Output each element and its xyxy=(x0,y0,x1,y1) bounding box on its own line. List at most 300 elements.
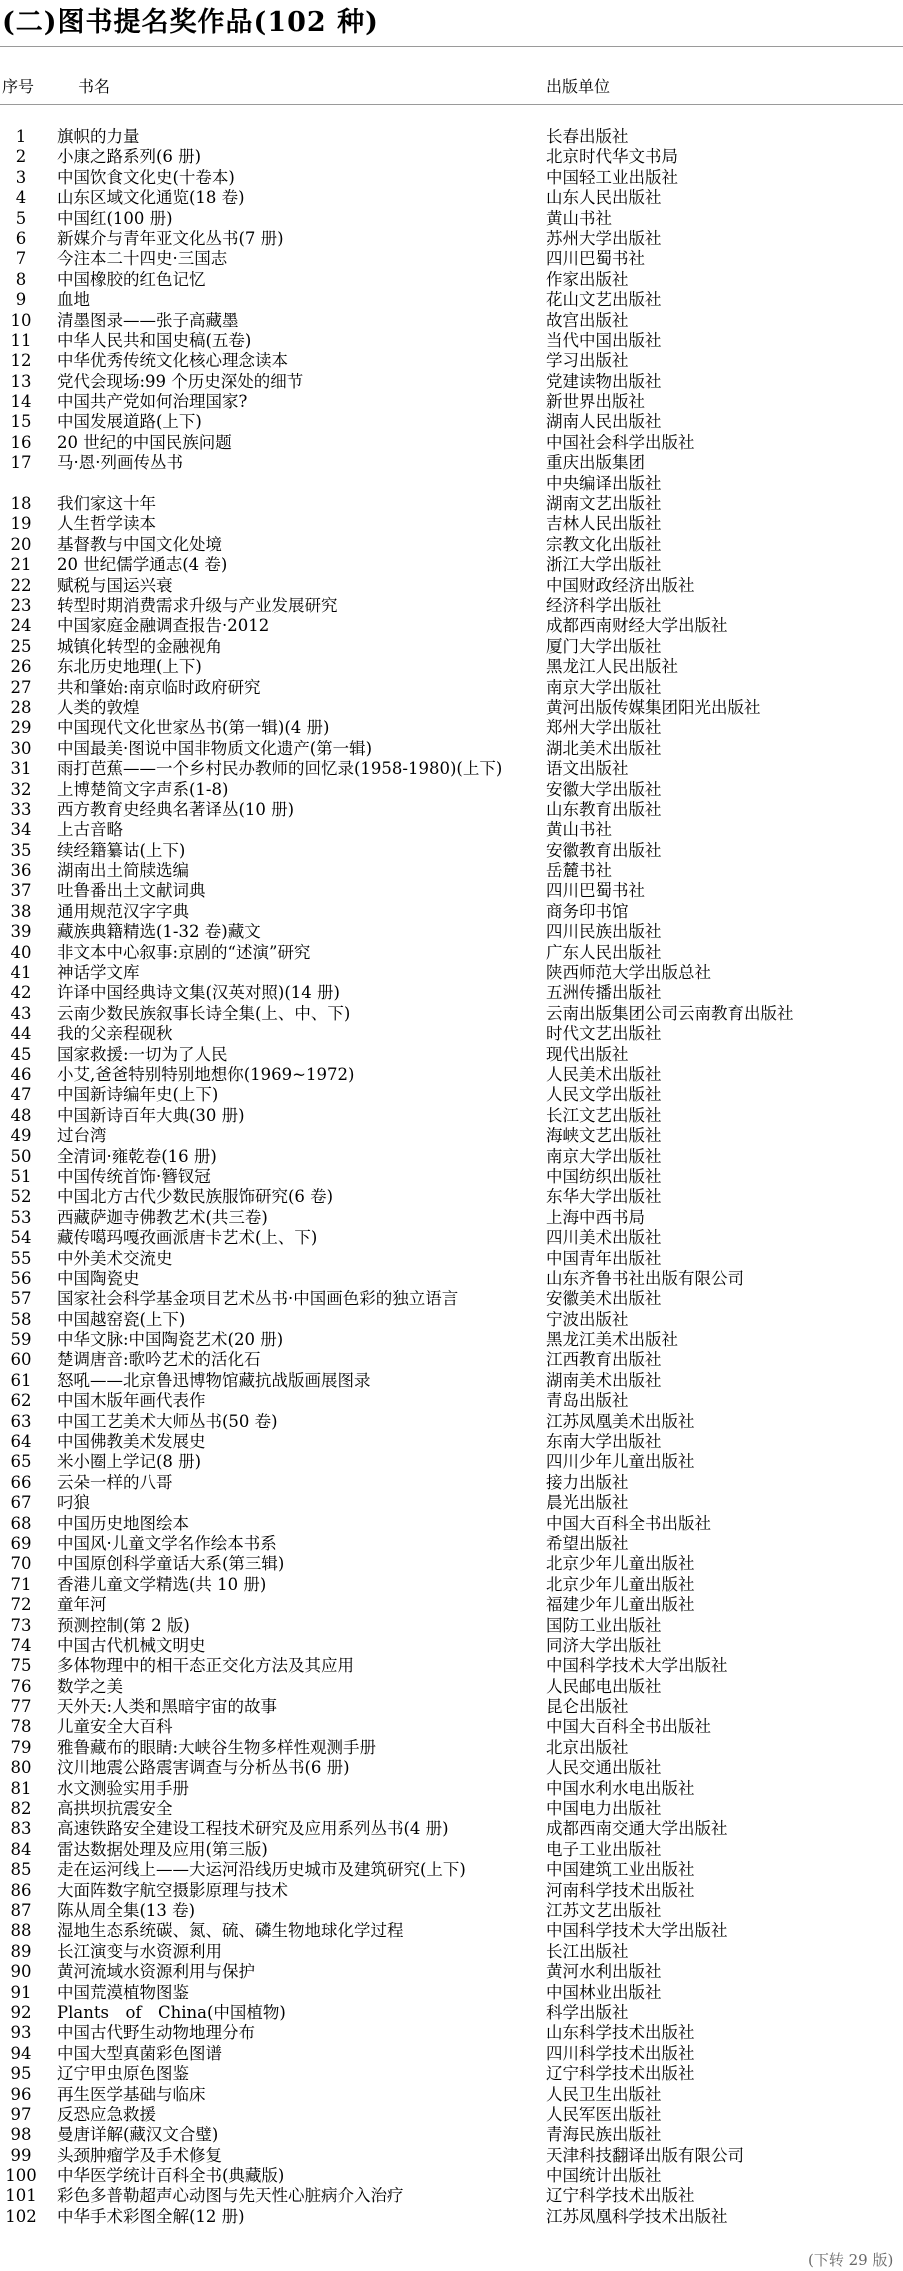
publisher-line: 电子工业出版社 xyxy=(546,1839,662,1859)
publisher-line: 东华大学出版社 xyxy=(546,1187,662,1207)
publisher xyxy=(546,780,836,800)
book-title: 长江演变与水资源利用 xyxy=(57,1941,222,1961)
book-title: 城镇化转型的金融视角 xyxy=(57,636,222,656)
row-number: 23 xyxy=(10,596,32,615)
book-title: 中国古代机械文明史 xyxy=(57,1635,206,1655)
book-title: 中国历史地图绘本 xyxy=(57,1513,189,1533)
publisher xyxy=(546,2166,836,2186)
publisher xyxy=(546,576,836,596)
page-title: (二)图书提名奖作品(102 种) xyxy=(2,7,379,38)
table-row xyxy=(0,963,903,983)
publisher-line: 湖北美术出版社 xyxy=(546,738,662,758)
row-number: 96 xyxy=(10,2084,32,2104)
row-number: 72 xyxy=(10,1595,32,1615)
publisher-line: 成都西南交通大学出版社 xyxy=(546,1819,728,1839)
publisher xyxy=(546,392,836,412)
publisher xyxy=(546,147,836,167)
table-row xyxy=(0,535,903,555)
row-number: 73 xyxy=(10,1615,32,1635)
book-title: 许译中国经典诗文集(汉英对照)(14 册) xyxy=(57,983,340,1003)
publisher xyxy=(546,188,836,208)
book-title: 中国传统首饰·簪钗冠 xyxy=(57,1166,211,1186)
book-title: 中国家庭金融调查报告·2012 xyxy=(57,616,270,636)
publisher-line: 安徽大学出版社 xyxy=(546,779,662,799)
publisher xyxy=(546,229,836,249)
publisher-line: 四川巴蜀书社 xyxy=(546,249,645,269)
publisher-line: 江苏文艺出版社 xyxy=(546,1901,662,1920)
row-number: 11 xyxy=(10,330,32,350)
row-number: 34 xyxy=(10,820,32,840)
row-number: 101 xyxy=(5,2186,37,2206)
table-row xyxy=(0,739,903,759)
publisher-line: 中国科学技术大学出版社 xyxy=(546,1656,728,1676)
row-number: 45 xyxy=(10,1044,32,1064)
table-row xyxy=(0,1575,903,1595)
book-title: 西藏萨迦寺佛教艺术(共三卷) xyxy=(57,1207,268,1227)
publisher xyxy=(546,249,836,269)
row-number: 90 xyxy=(10,1962,32,1982)
publisher-line: 五洲传播出版社 xyxy=(546,983,662,1003)
row-number: 55 xyxy=(10,1248,32,1268)
row-number: 26 xyxy=(10,657,32,677)
table-row xyxy=(0,1717,903,1737)
publisher-line: 中央编译出版社 xyxy=(546,473,662,493)
row-number: 38 xyxy=(10,901,32,921)
table-header xyxy=(0,74,903,96)
row-number: 54 xyxy=(10,1228,32,1248)
publisher-line: 作家出版社 xyxy=(546,269,629,289)
publisher-line: 岳麓书社 xyxy=(546,861,612,881)
publisher-line: 宗教文化出版社 xyxy=(546,534,662,554)
row-number: 21 xyxy=(10,555,32,575)
row-number: 65 xyxy=(10,1452,32,1472)
publisher-line: 人民卫生出版社 xyxy=(546,2084,662,2104)
row-number: 62 xyxy=(10,1391,32,1411)
table-row xyxy=(0,820,903,840)
table-row xyxy=(0,1697,903,1717)
publisher-line: 江苏凤凰美术出版社 xyxy=(546,1411,695,1431)
row-number: 44 xyxy=(10,1024,32,1044)
table-row xyxy=(0,270,903,290)
publisher xyxy=(546,922,836,942)
publisher-line: 安徽教育出版社 xyxy=(546,840,662,860)
row-number: 40 xyxy=(10,942,32,962)
publisher-line: 长江文艺出版社 xyxy=(546,1105,662,1125)
publisher xyxy=(546,2064,836,2084)
row-number: 7 xyxy=(15,249,27,269)
publisher-line: 成都西南财经大学出版社 xyxy=(546,616,728,636)
row-number: 10 xyxy=(10,310,32,330)
table-row xyxy=(0,841,903,861)
book-title: 党代会现场:99 个历史深处的细节 xyxy=(57,371,304,391)
book-title: 上博楚简文字声系(1-8) xyxy=(57,779,229,799)
publisher-line: 浙江大学出版社 xyxy=(546,555,662,575)
table-row xyxy=(0,412,903,432)
publisher-line: 青海民族出版社 xyxy=(546,2125,662,2145)
book-title: 雷达数据处理及应用(第三版) xyxy=(57,1839,268,1859)
table-row xyxy=(0,861,903,881)
row-number: 48 xyxy=(10,1105,32,1125)
row-number: 17 xyxy=(10,453,32,473)
table-row xyxy=(0,657,903,677)
book-title: 赋税与国运兴衰 xyxy=(57,575,173,595)
publisher-line: 中国青年出版社 xyxy=(546,1248,662,1268)
book-title: 旗帜的力量 xyxy=(57,127,140,146)
table-row xyxy=(0,1779,903,1799)
row-number: 69 xyxy=(10,1533,32,1553)
publisher-line: 党建读物出版社 xyxy=(546,371,662,391)
row-number: 75 xyxy=(10,1656,32,1676)
publisher-line: 重庆出版集团 xyxy=(546,453,645,473)
publisher xyxy=(546,1432,836,1452)
row-number: 70 xyxy=(10,1554,32,1574)
book-title: 20 世纪儒学通志(4 卷) xyxy=(57,555,228,575)
publisher-line: 中国轻工业出版社 xyxy=(546,167,678,187)
publisher xyxy=(546,2105,836,2125)
book-title: 中国工艺美术大师丛书(50 卷) xyxy=(57,1411,278,1431)
publisher-line: 长江出版社 xyxy=(546,1941,629,1961)
book-title: 高拱坝抗震安全 xyxy=(57,1799,173,1819)
table-row xyxy=(0,2105,903,2125)
publisher xyxy=(546,1717,836,1737)
publisher-line: 南京大学出版社 xyxy=(546,677,662,697)
publisher-line: 安徽美术出版社 xyxy=(546,1289,662,1309)
publisher xyxy=(546,2186,836,2206)
book-title: 人生哲学读本 xyxy=(57,514,156,534)
publisher xyxy=(546,1575,836,1595)
publisher-line: 北京时代华文书局 xyxy=(546,147,678,167)
book-title: 头颈肿瘤学及手术修复 xyxy=(57,2145,222,2165)
book-title: 中国越窑瓷(上下) xyxy=(57,1309,186,1329)
table-row xyxy=(0,678,903,698)
publisher xyxy=(546,453,836,494)
publisher-line: 黑龙江美术出版社 xyxy=(546,1330,678,1350)
book-title: 山东区域文化通览(18 卷) xyxy=(57,188,245,208)
publisher-line: 中国社会科学出版社 xyxy=(546,432,695,452)
publisher xyxy=(546,168,836,188)
publisher-line: 河南科学技术出版社 xyxy=(546,1880,695,1900)
publisher xyxy=(546,1310,836,1330)
publisher-line: 故宫出版社 xyxy=(546,310,629,330)
publisher xyxy=(546,209,836,229)
publisher xyxy=(546,1881,836,1901)
book-title: 云朵一样的八哥 xyxy=(57,1472,173,1492)
table-row xyxy=(0,2085,903,2105)
row-number: 87 xyxy=(10,1901,32,1920)
row-number: 91 xyxy=(10,1982,32,2002)
book-title: 水文测验实用手册 xyxy=(57,1778,189,1798)
table-row xyxy=(0,718,903,738)
row-number: 39 xyxy=(10,922,32,942)
publisher xyxy=(546,1167,836,1187)
publisher-line: 山东人民出版社 xyxy=(546,188,662,208)
publisher xyxy=(546,1330,836,1350)
row-number: 86 xyxy=(10,1880,32,1900)
row-number: 22 xyxy=(10,575,32,595)
publisher-line: 新世界出版社 xyxy=(546,392,645,412)
publisher xyxy=(546,555,836,575)
table-row xyxy=(0,1554,903,1574)
table-row xyxy=(0,1228,903,1248)
publisher-line: 江苏凤凰科学技术出版社 xyxy=(546,2206,728,2226)
publisher-line: 时代文艺出版社 xyxy=(546,1024,662,1044)
table-row xyxy=(0,494,903,514)
table-row xyxy=(0,351,903,371)
table-row xyxy=(0,1860,903,1880)
publisher-line: 南京大学出版社 xyxy=(546,1146,662,1166)
publisher xyxy=(546,1085,836,1105)
book-title: 西方教育史经典名著译丛(10 册) xyxy=(57,799,295,819)
row-number: 76 xyxy=(10,1676,32,1696)
publisher xyxy=(546,861,836,881)
book-title: 云南少数民族叙事长诗全集(上、中、下) xyxy=(57,1003,351,1023)
book-title: 东北历史地理(上下) xyxy=(57,657,202,677)
publisher xyxy=(546,1412,836,1432)
publisher-line: 郑州大学出版社 xyxy=(546,718,662,738)
row-number: 18 xyxy=(10,494,32,514)
publisher xyxy=(546,718,836,738)
table-row xyxy=(0,433,903,453)
publisher-line: 中国纺织出版社 xyxy=(546,1166,662,1186)
publisher-line: 四川科学技术出版社 xyxy=(546,2043,695,2063)
table-row xyxy=(0,1126,903,1146)
book-title: 上古音略 xyxy=(57,820,123,840)
book-title: 天外天:人类和黑暗宇宙的故事 xyxy=(57,1697,278,1717)
publisher-line: 人民邮电出版社 xyxy=(546,1676,662,1696)
row-number: 13 xyxy=(10,371,32,391)
table-row xyxy=(0,1677,903,1697)
publisher-line: 四川少年儿童出版社 xyxy=(546,1452,695,1472)
book-title: 中国橡胶的红色记忆 xyxy=(57,269,206,289)
book-title: 通用规范汉字字典 xyxy=(57,901,189,921)
publisher-line: 黄河出版传媒集团阳光出版社 xyxy=(546,697,761,717)
book-title: 小艾,爸爸特别特别地想你(1969~1972) xyxy=(57,1064,355,1084)
book-title: 中国发展道路(上下) xyxy=(57,412,202,432)
book-title: 基督教与中国文化处境 xyxy=(57,534,222,554)
publisher-line: 国防工业出版社 xyxy=(546,1615,662,1635)
publisher-line: 黄山书社 xyxy=(546,820,612,840)
row-number: 33 xyxy=(10,799,32,819)
book-title: 中华医学统计百科全书(典藏版) xyxy=(57,2166,285,2186)
book-title: 中国红(100 册) xyxy=(57,208,173,228)
table-row xyxy=(0,1799,903,1819)
book-title: 藏族典籍精选(1-32 卷)藏文 xyxy=(57,922,261,942)
table-row xyxy=(0,1187,903,1207)
publisher-line: 同济大学出版社 xyxy=(546,1635,662,1655)
publisher xyxy=(546,2044,836,2064)
publisher xyxy=(546,1147,836,1167)
table-body xyxy=(0,127,903,2227)
table-row xyxy=(0,1085,903,1105)
book-title: 中国北方古代少数民族服饰研究(6 卷) xyxy=(57,1187,334,1207)
publisher-line: 科学出版社 xyxy=(546,2002,629,2022)
publisher-line: 中国林业出版社 xyxy=(546,1982,662,2002)
row-number: 41 xyxy=(10,963,32,983)
book-title: 国家救援:一切为了人民 xyxy=(57,1044,228,1064)
row-number: 97 xyxy=(10,2104,32,2124)
publisher-line: 长春出版社 xyxy=(546,127,629,146)
publisher xyxy=(546,514,836,534)
row-number: 50 xyxy=(10,1146,32,1166)
table-row xyxy=(0,1269,903,1289)
table-row xyxy=(0,331,903,351)
table-row xyxy=(0,1738,903,1758)
row-number: 24 xyxy=(10,616,32,636)
publisher xyxy=(546,1636,836,1656)
table-row xyxy=(0,800,903,820)
book-title: 黄河流域水资源利用与保护 xyxy=(57,1962,255,1982)
book-title: 中国最美·图说中国非物质文化遗产(第一辑) xyxy=(57,738,373,758)
publisher xyxy=(546,1208,836,1228)
book-title: 大面阵数字航空摄影原理与技术 xyxy=(57,1880,288,1900)
publisher xyxy=(546,494,836,514)
book-title: 今注本二十四史·三国志 xyxy=(57,249,228,269)
row-number: 68 xyxy=(10,1513,32,1533)
publisher-line: 山东科学技术出版社 xyxy=(546,2023,695,2043)
publisher-line: 人民文学出版社 xyxy=(546,1085,662,1105)
publisher-line: 辽宁科学技术出版社 xyxy=(546,2186,695,2206)
header-divider xyxy=(0,104,903,105)
book-title: 曼唐详解(藏汉文合璧) xyxy=(57,2125,219,2145)
book-title: 彩色多普勒超声心动图与先天性心脏病介入治疗 xyxy=(57,2186,404,2206)
publisher xyxy=(546,1819,836,1839)
publisher-line: 广东人民出版社 xyxy=(546,942,662,962)
publisher xyxy=(546,2125,836,2145)
book-title: 中国大型真菌彩色图谱 xyxy=(57,2043,222,2063)
publisher xyxy=(546,983,836,1003)
row-number: 19 xyxy=(10,514,32,534)
publisher-line: 人民交通出版社 xyxy=(546,1758,662,1778)
publisher xyxy=(546,1860,836,1880)
publisher xyxy=(546,616,836,636)
publisher xyxy=(546,2023,836,2043)
book-title: 小康之路系列(6 册) xyxy=(57,147,202,167)
publisher xyxy=(546,881,836,901)
publisher xyxy=(546,1962,836,1982)
row-number: 63 xyxy=(10,1411,32,1431)
book-title: 转型时期消费需求升级与产业发展研究 xyxy=(57,596,338,615)
publisher xyxy=(546,1045,836,1065)
row-number: 57 xyxy=(10,1289,32,1309)
table-row xyxy=(0,1901,903,1921)
book-title: 高速铁路安全建设工程技术研究及应用系列丛书(4 册) xyxy=(57,1819,449,1839)
title-divider xyxy=(0,46,903,47)
publisher-line: 中国水利水电出版社 xyxy=(546,1778,695,1798)
book-title: 中国木版年画代表作 xyxy=(57,1391,206,1411)
book-title: 走在运河线上——大运河沿线历史城市及建筑研究(上下) xyxy=(57,1860,466,1880)
book-title: 20 世纪的中国民族问题 xyxy=(57,432,232,452)
table-row xyxy=(0,1514,903,1534)
publisher xyxy=(546,1004,836,1024)
table-row xyxy=(0,2166,903,2186)
book-title: 童年河 xyxy=(57,1595,107,1615)
book-title: 辽宁甲虫原色图鉴 xyxy=(57,2064,189,2084)
row-number: 88 xyxy=(10,1921,32,1941)
publisher xyxy=(546,1473,836,1493)
publisher-line: 中国财政经济出版社 xyxy=(546,575,695,595)
publisher-line: 希望出版社 xyxy=(546,1533,629,1553)
publisher xyxy=(546,1921,836,1941)
publisher-line: 厦门大学出版社 xyxy=(546,636,662,656)
table-row xyxy=(0,1106,903,1126)
book-title: 中国古代野生动物地理分布 xyxy=(57,2023,255,2043)
table-row xyxy=(0,290,903,310)
table-row xyxy=(0,1167,903,1187)
book-title: 清墨图录——张子高藏墨 xyxy=(57,310,239,330)
publisher xyxy=(546,1249,836,1269)
table-row xyxy=(0,2003,903,2023)
book-title: 湖南出土简牍选编 xyxy=(57,861,189,881)
publisher-line: 经济科学出版社 xyxy=(546,596,662,615)
publisher xyxy=(546,1799,836,1819)
publisher xyxy=(546,1983,836,2003)
publisher xyxy=(546,657,836,677)
publisher-line: 中国统计出版社 xyxy=(546,2166,662,2186)
publisher-line: 云南出版集团公司云南教育出版社 xyxy=(546,1003,794,1023)
book-title: 中外美术交流史 xyxy=(57,1248,173,1268)
publisher-line: 苏州大学出版社 xyxy=(546,228,662,248)
book-title: 马·恩·列画传丛书 xyxy=(57,453,183,473)
book-title: 吐鲁番出土文献词典 xyxy=(57,881,206,901)
book-title: 全清词·雍乾卷(16 册) xyxy=(57,1146,217,1166)
book-title: 中国风·儿童文学名作绘本书系 xyxy=(57,1533,277,1553)
table-row xyxy=(0,759,903,779)
table-row xyxy=(0,1330,903,1350)
publisher xyxy=(546,1106,836,1126)
row-number: 84 xyxy=(10,1839,32,1859)
publisher xyxy=(546,1677,836,1697)
publisher xyxy=(546,290,836,310)
publisher xyxy=(546,1514,836,1534)
row-number: 49 xyxy=(10,1126,32,1146)
row-number: 2 xyxy=(15,147,27,167)
table-row xyxy=(0,1921,903,1941)
table-row xyxy=(0,1983,903,2003)
publisher xyxy=(546,1289,836,1309)
row-number: 71 xyxy=(10,1574,32,1594)
table-row xyxy=(0,1636,903,1656)
publisher-line: 天津科技翻译出版有限公司 xyxy=(546,2145,744,2165)
row-number: 94 xyxy=(10,2043,32,2063)
table-row xyxy=(0,943,903,963)
book-title: 中华文脉:中国陶瓷艺术(20 册) xyxy=(57,1330,284,1350)
table-row xyxy=(0,1616,903,1636)
row-number: 29 xyxy=(10,718,32,738)
publisher xyxy=(546,127,836,147)
table-row xyxy=(0,902,903,922)
publisher xyxy=(546,1187,836,1207)
publisher xyxy=(546,1595,836,1615)
table-row xyxy=(0,1208,903,1228)
publisher-line: 湖南美术出版社 xyxy=(546,1370,662,1390)
table-row xyxy=(0,616,903,636)
publisher xyxy=(546,351,836,371)
row-number: 80 xyxy=(10,1758,32,1778)
publisher xyxy=(546,1616,836,1636)
publisher xyxy=(546,841,836,861)
publisher xyxy=(546,1758,836,1778)
publisher xyxy=(546,1656,836,1676)
publisher-line: 北京少年儿童出版社 xyxy=(546,1574,695,1594)
table-row xyxy=(0,1147,903,1167)
header-publisher: 出版单位 xyxy=(546,77,611,96)
publisher xyxy=(546,678,836,698)
table-row xyxy=(0,576,903,596)
row-number: 12 xyxy=(10,351,32,371)
table-row xyxy=(0,249,903,269)
publisher-line: 昆仑出版社 xyxy=(546,1697,629,1717)
row-number: 100 xyxy=(5,2166,37,2186)
